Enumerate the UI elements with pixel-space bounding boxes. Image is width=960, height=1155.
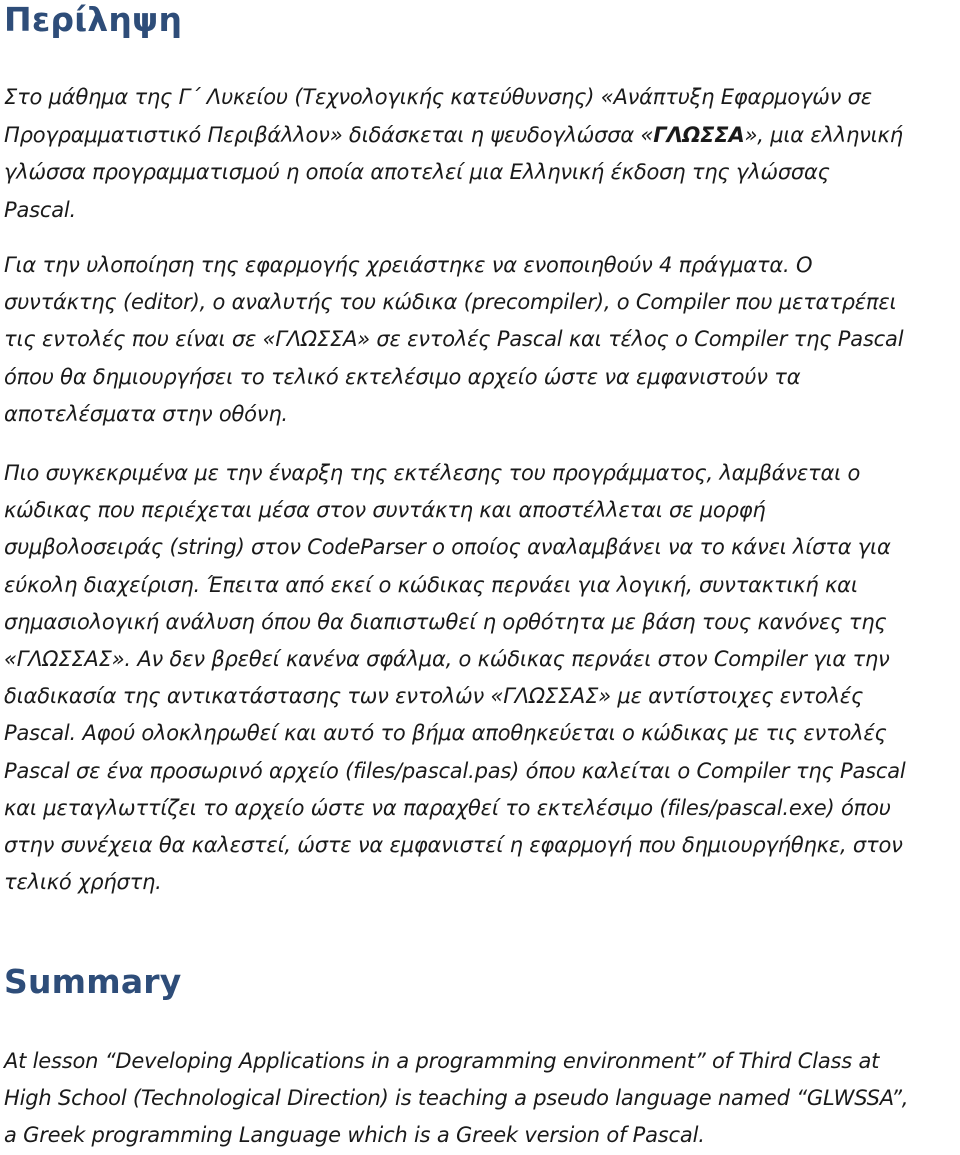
- english-paragraph-intro: [4, 1043, 959, 1155]
- text-line: Για την υλοποίηση της εφαρμογής χρειάστηκε να ενοποιηθούν 4 πράγματα. Ο: [4, 253, 813, 277]
- text-line: γλώσσα προγραμματισμού η οποία αποτελεί μια Ελληνική έκδοση της γλώσσας: [4, 160, 830, 184]
- text-line: Pascal σε ένα προσωρινό αρχείο (files/pascal.pas) όπου καλείται ο Compiler της Pascal: [4, 758, 906, 783]
- text-line: συμβολοσειράς (string) στον CodeParser ο οποίος αναλαμβάνει να το κάνει λίστα για: [4, 535, 891, 560]
- text-line: σημασιολογική ανάλυση όπου θα διαπιστωθεί η ορθότητα με βάση τους κανόνες της: [4, 609, 887, 634]
- glossa-emphasis: ΓΛΩΣΣΑ: [653, 122, 745, 147]
- greek-paragraph-intro: [4, 79, 959, 229]
- text-line: κώδικας που περιέχεται μέσα στον συντάκτη και αποστέλλεται σε μορφή: [4, 498, 766, 523]
- greek-paragraph-details: [4, 455, 959, 901]
- text-line: και μεταγλωττίζει το αρχείο ώστε να παραχθεί το εκτελέσιμο (files/pascal.exe) όπου: [4, 795, 891, 820]
- text-line: όπου θα δημιουργήσει το τελικό εκτελέσιμο αρχείο ώστε να εμφανιστούν τα: [4, 364, 801, 389]
- text-line: Στο μάθημα της Γ΄ Λυκείου (Τεχνολογικής κατεύθυνσης) «Ανάπτυξη Εφαρμογών σε: [4, 85, 872, 109]
- text-line: Pascal.: [4, 197, 76, 222]
- text-line: εύκολη διαχείριση. Έπειτα από εκεί ο κώδικας περνάει για λογική, συντακτική και: [4, 572, 858, 597]
- text-line: High School (Technological Direction) is teaching a pseudo language named “GLWSSA”,: [4, 1086, 909, 1111]
- text-line: τις εντολές που είναι σε «ΓΛΩΣΣΑ» σε εντολές Pascal και τέλος ο Compiler της Pascal: [4, 327, 904, 352]
- text-line: συντάκτης (editor), ο αναλυτής του κώδικα (precompiler), ο Compiler που μετατρέπει: [4, 290, 897, 315]
- text-line: At lesson “Developing Applications in a programming environment” of Third Class at: [4, 1049, 880, 1073]
- text-line: Πιο συγκεκριμένα με την έναρξη της εκτέλεσης του προγράμματος, λαμβάνεται ο: [4, 461, 861, 485]
- text-line: διαδικασία της αντικατάστασης των εντολών «ΓΛΩΣΣΑΣ» με αντίστοιχες εντολές: [4, 684, 864, 709]
- text-run: Προγραμματιστικό Περιβάλλον» διδάσκεται η ψευδογλώσσα «: [4, 122, 654, 147]
- greek-summary-heading: Περίληψη: [4, 0, 183, 39]
- text-line: [4, 117, 959, 155]
- english-summary-heading: Summary: [4, 962, 182, 1001]
- greek-paragraph-implementation: [4, 247, 959, 433]
- text-line: a Greek programming Language which is a Greek version of Pascal.: [4, 1123, 705, 1148]
- text-line: «ΓΛΩΣΣΑΣ». Αν δεν βρεθεί κανένα σφάλμα, ο κώδικας περνάει στον Compiler για την: [4, 647, 890, 672]
- text-line: τελικό χρήστη.: [4, 870, 162, 895]
- text-line: αποτελέσματα στην οθόνη.: [4, 401, 288, 426]
- text-line: στην συνέχεια θα καλεστεί, ώστε να εμφανιστεί η εφαρμογή που δημιουργήθηκε, στον: [4, 833, 903, 858]
- text-run: », μια ελληνική: [744, 122, 903, 147]
- text-line: Pascal. Αφού ολοκληρωθεί και αυτό το βήμα αποθηκεύεται ο κώδικας με τις εντολές: [4, 721, 887, 746]
